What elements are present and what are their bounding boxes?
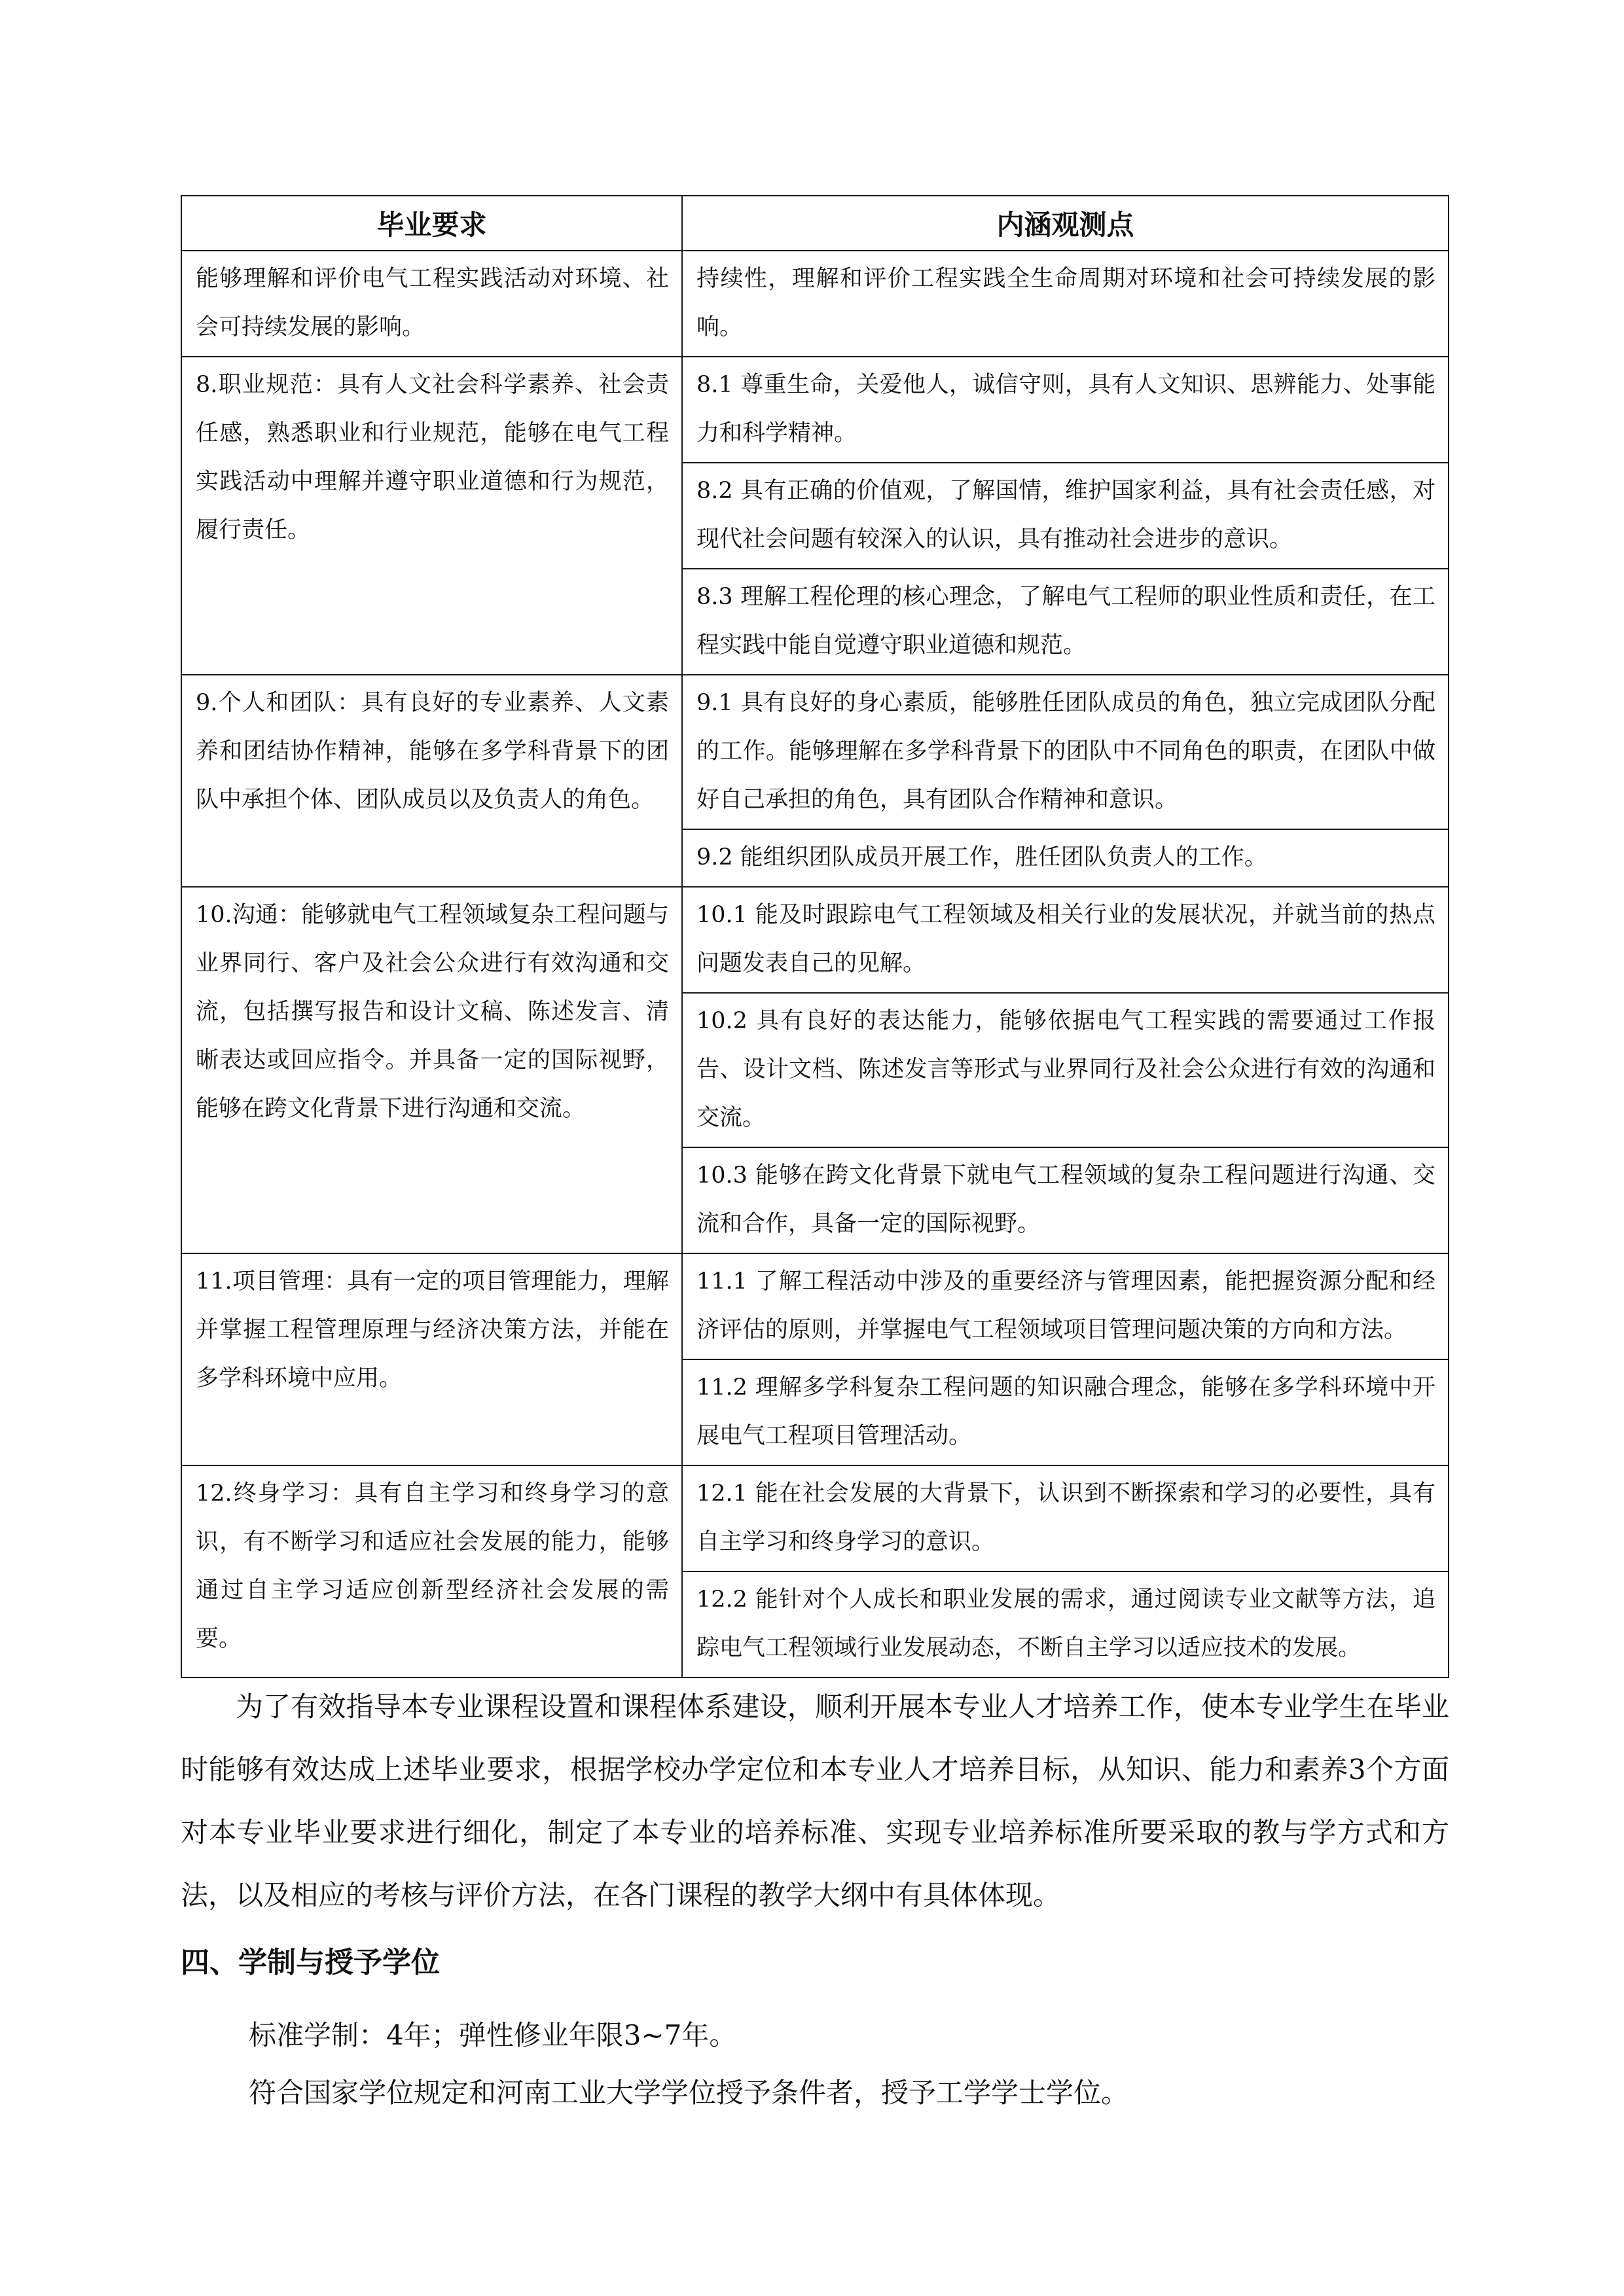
requirement-cell — [181, 1465, 682, 1677]
observation-point-text: 11.2 理解多学科复杂工程问题的知识融合理念，能够在多学科环境中开展电气工程项目管理活动。 — [696, 1374, 1435, 1449]
table-row — [181, 1465, 1449, 1571]
requirement-text: 11.项目管理：具有一定的项目管理能力，理解并掌握工程管理原理与经济决策方法，并能在多学科环境中应用。 — [196, 1268, 669, 1391]
table-row — [181, 1253, 1449, 1359]
observation-point-text: 10.1 能及时跟踪电气工程领域及相关行业的发展状况，并就当前的热点问题发表自己的见解。 — [696, 902, 1435, 977]
graduation-requirements-table — [181, 195, 1449, 1678]
requirement-text: 能够理解和评价电气工程实践活动对环境、社会可持续发展的影响。 — [196, 266, 669, 340]
table-row — [181, 357, 1449, 463]
requirement-cell — [181, 887, 682, 1253]
observation-point-text: 10.2 具有良好的表达能力，能够依据电气工程实践的需要通过工作报告、设计文档、陈述发言等形式与业界同行及社会公众进行有效的沟通和交流。 — [696, 1008, 1435, 1131]
requirement-cell — [181, 251, 682, 357]
study-duration-line: 标准学制：4年；弹性修业年限3~7年。 — [249, 2019, 737, 2051]
observation-point-cell — [682, 357, 1449, 463]
body-paragraph: 为了有效指导本专业课程设置和课程体系建设，顺利开展本专业人才培养工作，使本专业学生在毕业时能够有效达成上述毕业要求，根据学校办学定位和本专业人才培养目标，从知识、能力和素养3个方面对本专业毕业要求进行细化，制定了本专业的培养标准、实现专业培养标准所要采取的教与学方式和方法，以及相应的考核与评价方法，在各门课程的教学大纲中有具体体现。 — [181, 1691, 1449, 1911]
observation-point-text: 9.2 能组织团队成员开展工作，胜任团队负责人的工作。 — [696, 844, 1267, 870]
header-requirement: 毕业要求 — [181, 196, 682, 251]
degree-line: 符合国家学位规定和河南工业大学学位授予条件者，授予工学学士学位。 — [249, 2077, 1129, 2109]
header-observation-points: 内涵观测点 — [682, 196, 1449, 251]
observation-point-text: 11.1 了解工程活动中涉及的重要经济与管理因素，能把握资源分配和经济评估的原则，并掌握电气工程领域项目管理问题决策的方向和方法。 — [696, 1268, 1435, 1343]
observation-point-cell — [682, 1147, 1449, 1253]
observation-point-text: 12.2 能针对个人成长和职业发展的需求，通过阅读专业文献等方法，追踪电气工程领域行业发展动态，不断自主学习以适应技术的发展。 — [696, 1587, 1435, 1661]
observation-point-cell — [682, 463, 1449, 569]
observation-point-cell — [682, 887, 1449, 993]
observation-point-cell — [682, 569, 1449, 675]
requirement-cell — [181, 357, 682, 675]
observation-point-text: 8.1 尊重生命，关爱他人，诚信守则，具有人文知识、思辨能力、处事能力和科学精神。 — [696, 372, 1435, 446]
requirement-text: 10.沟通：能够就电气工程领域复杂工程问题与业界同行、客户及社会公众进行有效沟通和交流，包括撰写报告和设计文稿、陈述发言、清晰表达或回应指令。并具备一定的国际视野，能够在跨文化背景下进行沟通和交流。 — [196, 902, 669, 1122]
section-heading-4: 四、学制与授予学位 — [181, 1946, 440, 1979]
requirement-text: 12.终身学习：具有自主学习和终身学习的意识，有不断学习和适应社会发展的能力，能够通过自主学习适应创新型经济社会发展的需要。 — [196, 1480, 669, 1652]
table-row — [181, 251, 1449, 357]
requirement-cell — [181, 1253, 682, 1465]
observation-point-cell — [682, 675, 1449, 829]
observation-point-cell — [682, 1359, 1449, 1465]
observation-point-text: 9.1 具有良好的身心素质，能够胜任团队成员的角色，独立完成团队分配的工作。能够理解在多学科背景下的团队中不同角色的职责，在团队中做好自己承担的角色，具有团队合作精神和意识。 — [696, 690, 1435, 813]
table-row — [181, 675, 1449, 829]
observation-point-text: 10.3 能够在跨文化背景下就电气工程领域的复杂工程问题进行沟通、交流和合作，具备一定的国际视野。 — [696, 1162, 1435, 1237]
requirement-text: 8.职业规范：具有人文社会科学素养、社会责任感，熟悉职业和行业规范，能够在电气工程实践活动中理解并遵守职业道德和行为规范，履行责任。 — [196, 372, 669, 543]
table-header-row — [181, 196, 1449, 251]
requirement-cell — [181, 675, 682, 887]
observation-point-cell — [682, 1253, 1449, 1359]
observation-point-text: 8.2 具有正确的价值观，了解国情，维护国家利益，具有社会责任感，对现代社会问题有较深入的认识，具有推动社会进步的意识。 — [696, 478, 1435, 552]
table-row — [181, 887, 1449, 993]
requirement-text: 9.个人和团队：具有良好的专业素养、人文素养和团结协作精神，能够在多学科背景下的团队中承担个体、团队成员以及负责人的角色。 — [196, 690, 669, 813]
observation-point-text: 12.1 能在社会发展的大背景下，认识到不断探索和学习的必要性，具有自主学习和终身学习的意识。 — [696, 1480, 1435, 1555]
observation-point-text: 持续性，理解和评价工程实践全生命周期对环境和社会可持续发展的影响。 — [696, 266, 1435, 340]
observation-point-cell — [682, 251, 1449, 357]
observation-point-cell — [682, 1571, 1449, 1677]
observation-point-text: 8.3 理解工程伦理的核心理念，了解电气工程师的职业性质和责任，在工程实践中能自觉遵守职业道德和规范。 — [696, 584, 1435, 658]
observation-point-cell — [682, 1465, 1449, 1571]
observation-point-cell — [682, 993, 1449, 1147]
observation-point-cell — [682, 829, 1449, 887]
